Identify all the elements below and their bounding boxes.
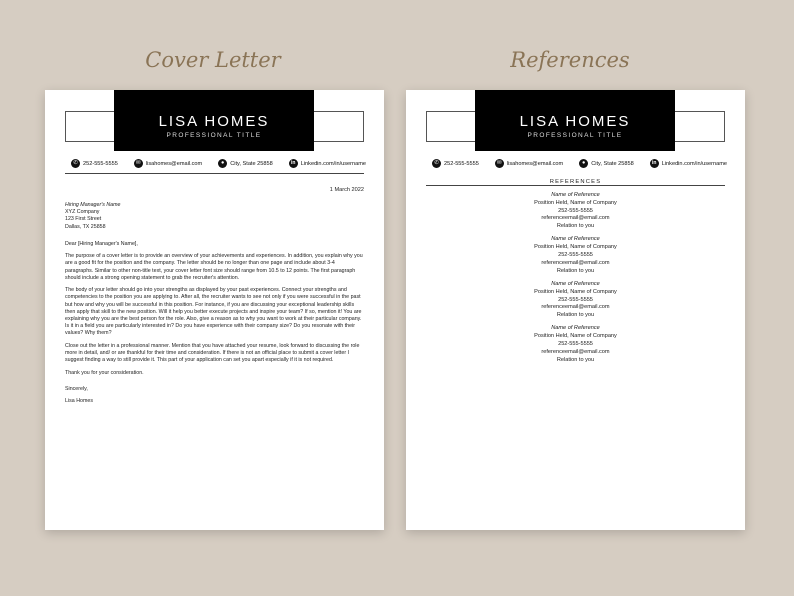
person-name: LISA HOMES (158, 113, 270, 130)
contact-email: ✉ lisahomes@email.com (134, 159, 202, 168)
paragraph: Close out the letter in a professional manner. Mention that you have attached your resume, look forward to discussing the role more in detail, and/ or are thankful for their time and consideration. If there is not an official place to submit a cover letter I suggest finding a way to still provide it. This part of your application can set you apart especially if it is not required. (65, 342, 360, 364)
contact-linkedin: in Linkedin.com/in/username (289, 159, 366, 168)
paragraph: Thank you for your consideration. (65, 369, 144, 376)
signature: Lisa Homes (65, 398, 93, 405)
contact-bar (71, 159, 366, 168)
references-page (406, 90, 745, 530)
paragraph: The body of your letter should go into your strengths as displayed by your past experiences. Connect your strengths and competencies to the position you are applying to. After all, the recruiter wants to see not only if you were successful in the past but how and why you will be successful in this position. For instance, if you are discussing your exceptional leadership skills then apply that skill to the new position. Will it help you better execute projects and inspire your team? If so, mention it! You are explaining why you are the best person for the role. Also, give a reason as to why you want to work at their particular company. Is it in a field you are particularly interested in? Do you have experience with their company size? Do you resonate with their values? Why them? (65, 287, 362, 337)
contact-location: ● City, State 25858 (218, 159, 273, 168)
references-section-title: REFERENCES (549, 179, 602, 185)
letter-date: 1 March 2022 (329, 187, 364, 193)
header-divider (65, 173, 364, 174)
contact-email: ✉ lisahomes@email.com (495, 159, 563, 168)
phone-icon: ✆ (71, 159, 80, 168)
contact-phone: ✆ 252-555-5555 (71, 159, 118, 168)
references-list (406, 192, 745, 370)
cover-letter-heading: Cover Letter (145, 48, 281, 72)
contact-phone: ✆ 252-555-5555 (432, 159, 479, 168)
person-name: LISA HOMES (519, 113, 631, 130)
professional-title: PROFESSIONAL TITLE (166, 132, 262, 139)
letter-body (65, 202, 364, 411)
linkedin-icon: in (289, 159, 298, 168)
linkedin-icon: in (650, 159, 659, 168)
salutation: Dear [Hiring Manager's Name], (65, 240, 138, 247)
section-divider (426, 185, 725, 186)
references-heading: References (510, 48, 630, 72)
reference-entry: Name of Reference Position Held, Name of Company 252-555-5555 referenceemail@email.com Relation to you (534, 192, 617, 230)
professional-title: PROFESSIONAL TITLE (527, 132, 623, 139)
paragraph: The purpose of a cover letter is to provide an overview of your achievements and experiences. In addition, you explain why you are a good fit for the position and the company. The letter should be no longer than one page and include about 3-4 paragraphs. Similar to other non-title text, your cover letter font size should range from 10.5 to 12 points. The first paragraph should include a strong opening statement to grab the recruiter's attention. (65, 253, 363, 281)
email-icon: ✉ (134, 159, 143, 168)
location-pin-icon: ● (218, 159, 227, 168)
contact-location: ● City, State 25858 (579, 159, 634, 168)
cover-letter-page (45, 90, 384, 530)
name-banner (475, 90, 675, 151)
email-icon: ✉ (495, 159, 504, 168)
contact-bar (432, 159, 727, 168)
recipient-block: Hiring Manager's Name XYZ Company 123 First Street Dallas, TX 25858 (65, 202, 121, 230)
reference-entry: Name of Reference Position Held, Name of Company 252-555-5555 referenceemail@email.com Relation to you (534, 236, 617, 274)
reference-entry: Name of Reference Position Held, Name of Company 252-555-5555 referenceemail@email.com Relation to you (534, 325, 617, 363)
reference-entry: Name of Reference Position Held, Name of Company 252-555-5555 referenceemail@email.com Relation to you (534, 280, 617, 319)
contact-linkedin: in Linkedin.com/in/username (650, 159, 727, 168)
closing: Sincerely, (65, 385, 88, 392)
location-pin-icon: ● (579, 159, 588, 168)
name-banner (114, 90, 314, 151)
phone-icon: ✆ (432, 159, 441, 168)
